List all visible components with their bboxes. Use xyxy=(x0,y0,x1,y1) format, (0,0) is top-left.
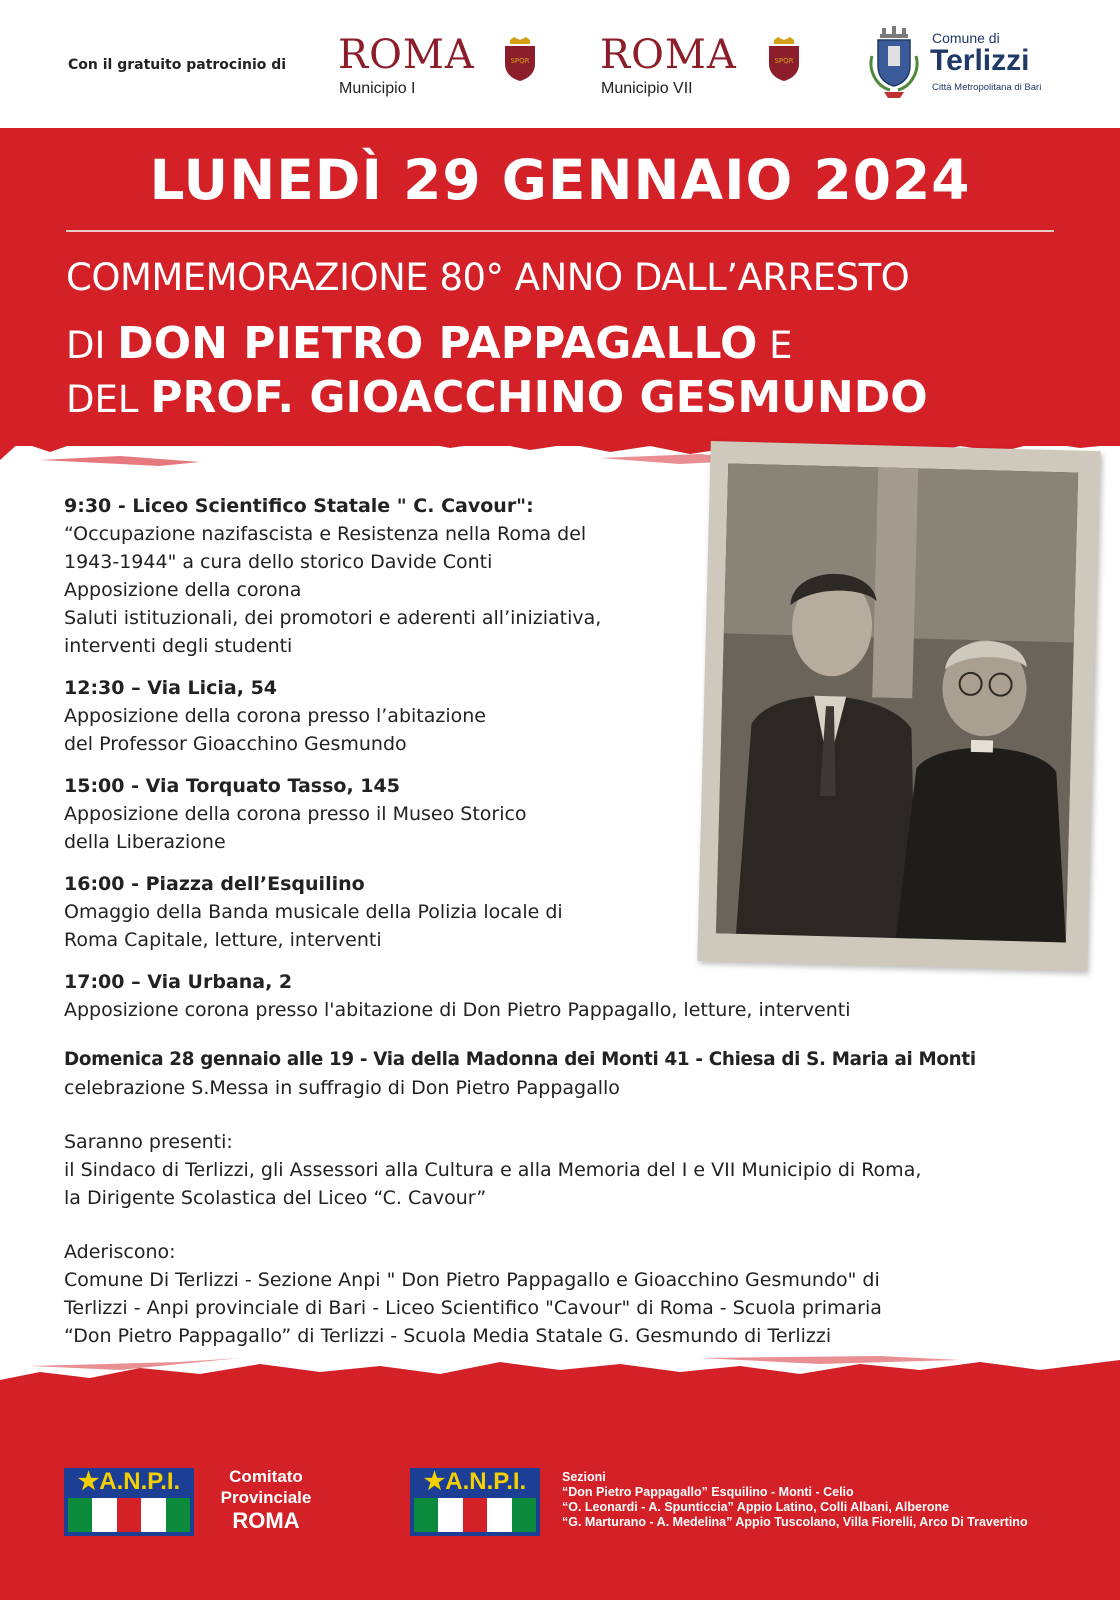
crest-text: SPQR xyxy=(774,57,794,65)
adherents-line: “Don Pietro Pappagallo” di Terlizzi - Scuola Media Statale G. Gesmundo di Terlizzi xyxy=(64,1325,832,1347)
terlizzi-crest-icon xyxy=(866,26,922,104)
adherents-line: Terlizzi - Anpi provinciale di Bari - Liceo Scientifico "Cavour" di Roma - Scuola primaria xyxy=(64,1297,882,1319)
attendees-line: la Dirigente Scolastica del Liceo “C. Cavour” xyxy=(64,1187,487,1209)
slot-line: Apposizione della corona presso il Museo Storico xyxy=(64,803,527,825)
roma-municipio-label: Municipio VII xyxy=(601,80,693,97)
anpi-logo xyxy=(64,1468,194,1536)
terlizzi-pre-text: Comune di xyxy=(932,30,1000,46)
programme-slot xyxy=(64,870,1054,954)
anpi-logo xyxy=(410,1468,540,1536)
anpi-sezioni-label xyxy=(562,1470,1028,1530)
event-date: LUNEDÌ 29 GENNAIO 2024 xyxy=(149,148,971,212)
mass-heading: Domenica 28 gennaio alle 19 - Via della Madonna dei Monti 41 - Chiesa di S. Maria ai Monti xyxy=(64,1049,976,1070)
honoree-1: DON PIETRO PAPPAGALLO xyxy=(117,318,758,369)
adherents-title: Aderiscono: xyxy=(64,1241,176,1263)
terlizzi-subtitle: Città Metropolitana di Bari xyxy=(932,82,1042,93)
slot-line: Apposizione corona presso l'abitazione di Don Pietro Pappagallo, letture, interventi xyxy=(64,999,851,1021)
roma-wordmark: ROMA xyxy=(338,32,475,78)
mass-line: celebrazione S.Messa in suffragio di Don Pietro Pappagallo xyxy=(64,1077,620,1099)
programme-slot xyxy=(64,674,1054,758)
slot-heading: 12:30 – Via Licia, 54 xyxy=(64,677,278,699)
slot-line: interventi degli studenti xyxy=(64,635,293,657)
italian-flag-icon xyxy=(68,1498,190,1532)
anpi-comitato-label xyxy=(210,1466,322,1534)
programme-slot xyxy=(64,492,1054,660)
programme-slot xyxy=(64,968,1054,1024)
header-line-3-pre: DEL xyxy=(66,378,151,421)
sezioni-line: “G. Marturano - A. Medelina” Appio Tuscolano, Villa Fiorelli, Arco Di Travertino xyxy=(562,1515,1028,1529)
sezioni-line: “Don Pietro Pappagallo” Esquilino - Monti - Celio xyxy=(562,1485,854,1499)
roma-crest-icon xyxy=(766,36,802,82)
mass-notice xyxy=(64,1046,1054,1102)
roma-municipio-label: Municipio I xyxy=(339,80,416,97)
crest-text: SPQR xyxy=(510,57,530,65)
header-divider xyxy=(66,230,1054,232)
comitato-city: ROMA xyxy=(232,1508,300,1533)
header-line-3 xyxy=(66,372,928,423)
slot-line: della Liberazione xyxy=(64,831,226,853)
roma-crest-icon xyxy=(502,36,538,82)
terlizzi-logo xyxy=(866,26,1066,106)
anpi-logo-text: ★A.N.P.I. xyxy=(77,1468,181,1495)
slot-heading: 9:30 - Liceo Scientifico Statale " C. Cavour": xyxy=(64,495,534,517)
slot-heading: 16:00 - Piazza dell’Esquilino xyxy=(64,873,365,895)
attendees-line: il Sindaco di Terlizzi, gli Assessori alla Cultura e alla Memoria del I e VII Municipio di Roma, xyxy=(64,1159,922,1181)
header-line-2 xyxy=(66,318,793,369)
programme-slot xyxy=(64,772,1054,856)
header-line-2-post: E xyxy=(757,324,793,367)
header-line-2-pre: DI xyxy=(66,324,118,367)
anpi-logo-text: ★A.N.P.I. xyxy=(423,1468,527,1495)
attendees-title: Saranno presenti: xyxy=(64,1131,233,1153)
slot-line: Omaggio della Banda musicale della Polizia locale di xyxy=(64,901,563,923)
adherents xyxy=(64,1238,1054,1350)
slot-line: 1943-1944" a cura dello storico Davide Conti xyxy=(64,551,493,573)
comitato-line: Provinciale xyxy=(220,1488,312,1507)
sezioni-line: “O. Leonardi - A. Spunticcia” Appio Latino, Colli Albani, Alberone xyxy=(562,1500,950,1514)
comitato-line: Comitato xyxy=(229,1467,303,1486)
slot-line: Saluti istituzionali, dei promotori e aderenti all’iniziativa, xyxy=(64,607,602,629)
slot-line: Apposizione della corona xyxy=(64,579,302,601)
footer-torn-edge xyxy=(0,1352,1120,1396)
patronage-text: Con il gratuito patrocinio di xyxy=(68,57,287,73)
roma-municipio-7-logo xyxy=(600,32,737,98)
italian-flag-icon xyxy=(414,1498,536,1532)
roma-wordmark: ROMA xyxy=(600,32,737,78)
slot-heading: 15:00 - Via Torquato Tasso, 145 xyxy=(64,775,400,797)
header-line-1: COMMEMORAZIONE 80° ANNO DALL’ARRESTO xyxy=(66,256,910,299)
slot-line: del Professor Gioacchino Gesmundo xyxy=(64,733,407,755)
sponsor-bar xyxy=(0,0,1120,128)
honoree-2: PROF. GIOACCHINO GESMUNDO xyxy=(150,372,928,423)
adherents-line: Comune Di Terlizzi - Sezione Anpi " Don Pietro Pappagallo e Gioacchino Gesmundo" di xyxy=(64,1269,880,1291)
slot-line: Roma Capitale, letture, interventi xyxy=(64,929,382,951)
terlizzi-name: Terlizzi xyxy=(930,44,1030,77)
slot-line: Apposizione della corona presso l’abitazione xyxy=(64,705,486,727)
slot-line: “Occupazione nazifascista e Resistenza nella Roma del xyxy=(64,523,587,545)
programme xyxy=(64,492,1054,1350)
slot-heading: 17:00 – Via Urbana, 2 xyxy=(64,971,293,993)
attendees xyxy=(64,1128,1054,1212)
sezioni-title: Sezioni xyxy=(562,1470,606,1484)
roma-municipio-1-logo xyxy=(338,32,475,98)
